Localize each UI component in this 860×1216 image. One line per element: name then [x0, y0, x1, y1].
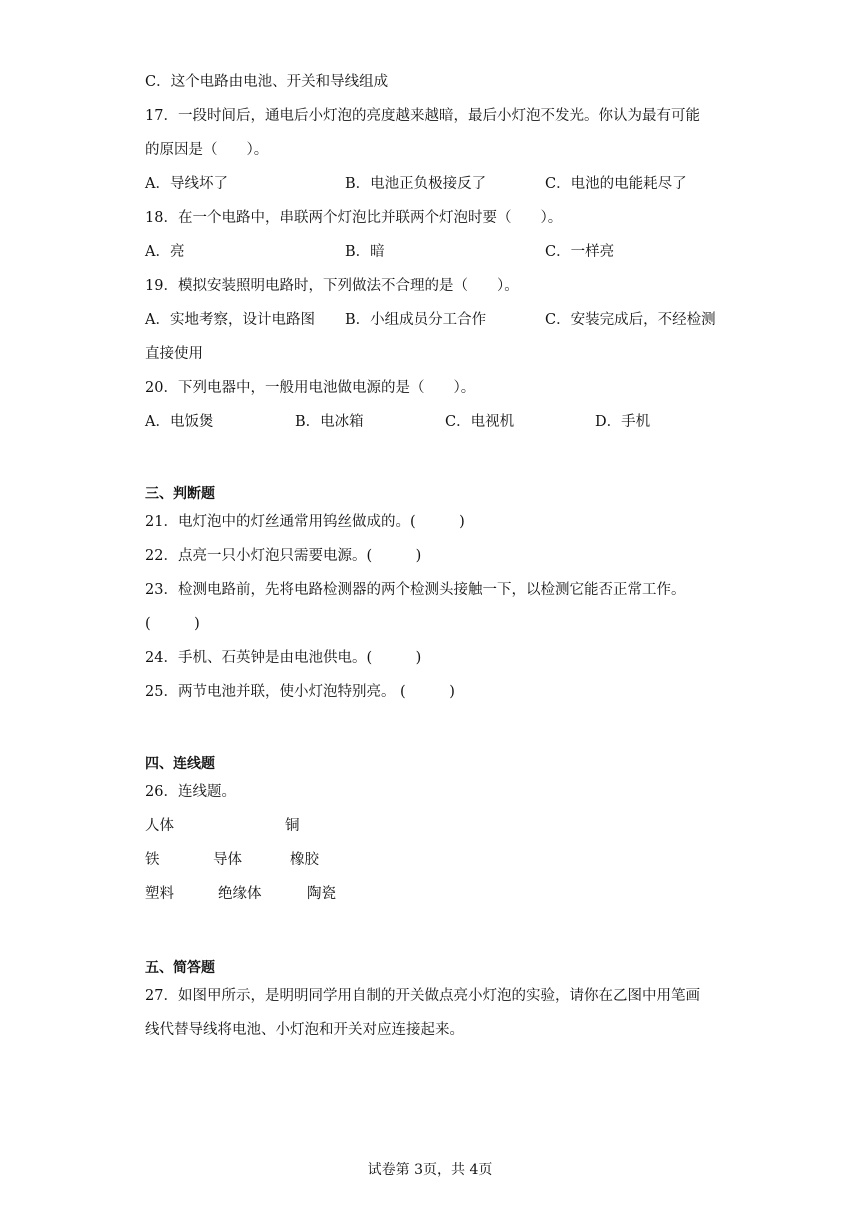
section3-title: 三、判断题 — [145, 486, 215, 502]
page-footer: 试卷第 3页，共 4页 — [367, 1162, 493, 1178]
q20-option-c: C．电视机 — [445, 414, 515, 430]
q17-stem-line2: 的原因是（ ）。 — [145, 142, 269, 158]
q20-option-b: B．电冰箱 — [295, 414, 364, 430]
q25: 25．两节电池并联，使小灯泡特别亮。 ( ) — [145, 684, 455, 700]
q17-option-b: B．电池正负极接反了 — [345, 176, 487, 192]
q18-option-c: C．一样亮 — [545, 244, 615, 260]
q20-stem: 20．下列电器中，一般用电池做电源的是（ ）。 — [145, 380, 476, 396]
q27-stem-line2: 线代替导线将电池、小灯泡和开关对应连接起来。 — [145, 1022, 464, 1038]
q18-option-b: B．暗 — [345, 244, 385, 260]
q24: 24．手机、石英钟是由电池供电。( ) — [145, 650, 422, 666]
q21: 21．电灯泡中的灯丝通常用钨丝做成的。( ) — [145, 514, 465, 530]
match-item-taoci: 陶瓷 — [307, 886, 336, 902]
q19-option-c-continuation: 直接使用 — [145, 346, 203, 362]
q23: 23．检测电路前，先将电路检测器的两个检测头接触一下，以检测它能否正常工作。 — [145, 582, 686, 598]
q27-stem-line1: 27．如图甲所示，是明明同学用自制的开关做点亮小灯泡的实验，请你在乙图中用笔画 — [145, 988, 700, 1004]
match-item-renti: 人体 — [145, 818, 174, 834]
q16-option-c: C．这个电路由电池、开关和导线组成 — [145, 74, 389, 90]
q17-option-a: A．导线坏了 — [145, 176, 228, 192]
q17-stem-line1: 17．一段时间后，通电后小灯泡的亮度越来越暗，最后小灯泡不发光。你认为最有可能 — [145, 108, 700, 124]
q19-stem: 19．模拟安装照明电路时，下列做法不合理的是（ ）。 — [145, 278, 519, 294]
q20-option-a: A．电饭煲 — [145, 414, 214, 430]
q18-option-a: A．亮 — [145, 244, 185, 260]
match-item-conductor: 导体 — [213, 852, 242, 868]
match-item-suliao: 塑料 — [145, 886, 174, 902]
q20-option-d: D．手机 — [595, 414, 651, 430]
match-item-tong: 铜 — [285, 818, 300, 834]
match-item-xiangjiao: 橡胶 — [290, 852, 319, 868]
section4-title: 四、连线题 — [145, 756, 215, 772]
q26-stem: 26．连线题。 — [145, 784, 236, 800]
match-item-insulator: 绝缘体 — [218, 886, 262, 902]
q23-answer-blank: ( ) — [145, 616, 200, 632]
match-item-tie: 铁 — [145, 852, 160, 868]
q19-option-c: C．安装完成后，不经检测 — [545, 312, 716, 328]
q19-option-b: B．小组成员分工合作 — [345, 312, 487, 328]
q19-option-a: A．实地考察，设计电路图 — [145, 312, 315, 328]
q17-option-c: C．电池的电能耗尽了 — [545, 176, 687, 192]
q22: 22．点亮一只小灯泡只需要电源。( ) — [145, 548, 422, 564]
q18-stem: 18．在一个电路中，串联两个灯泡比并联两个灯泡时要（ ）。 — [145, 210, 563, 226]
section5-title: 五、简答题 — [145, 960, 215, 976]
